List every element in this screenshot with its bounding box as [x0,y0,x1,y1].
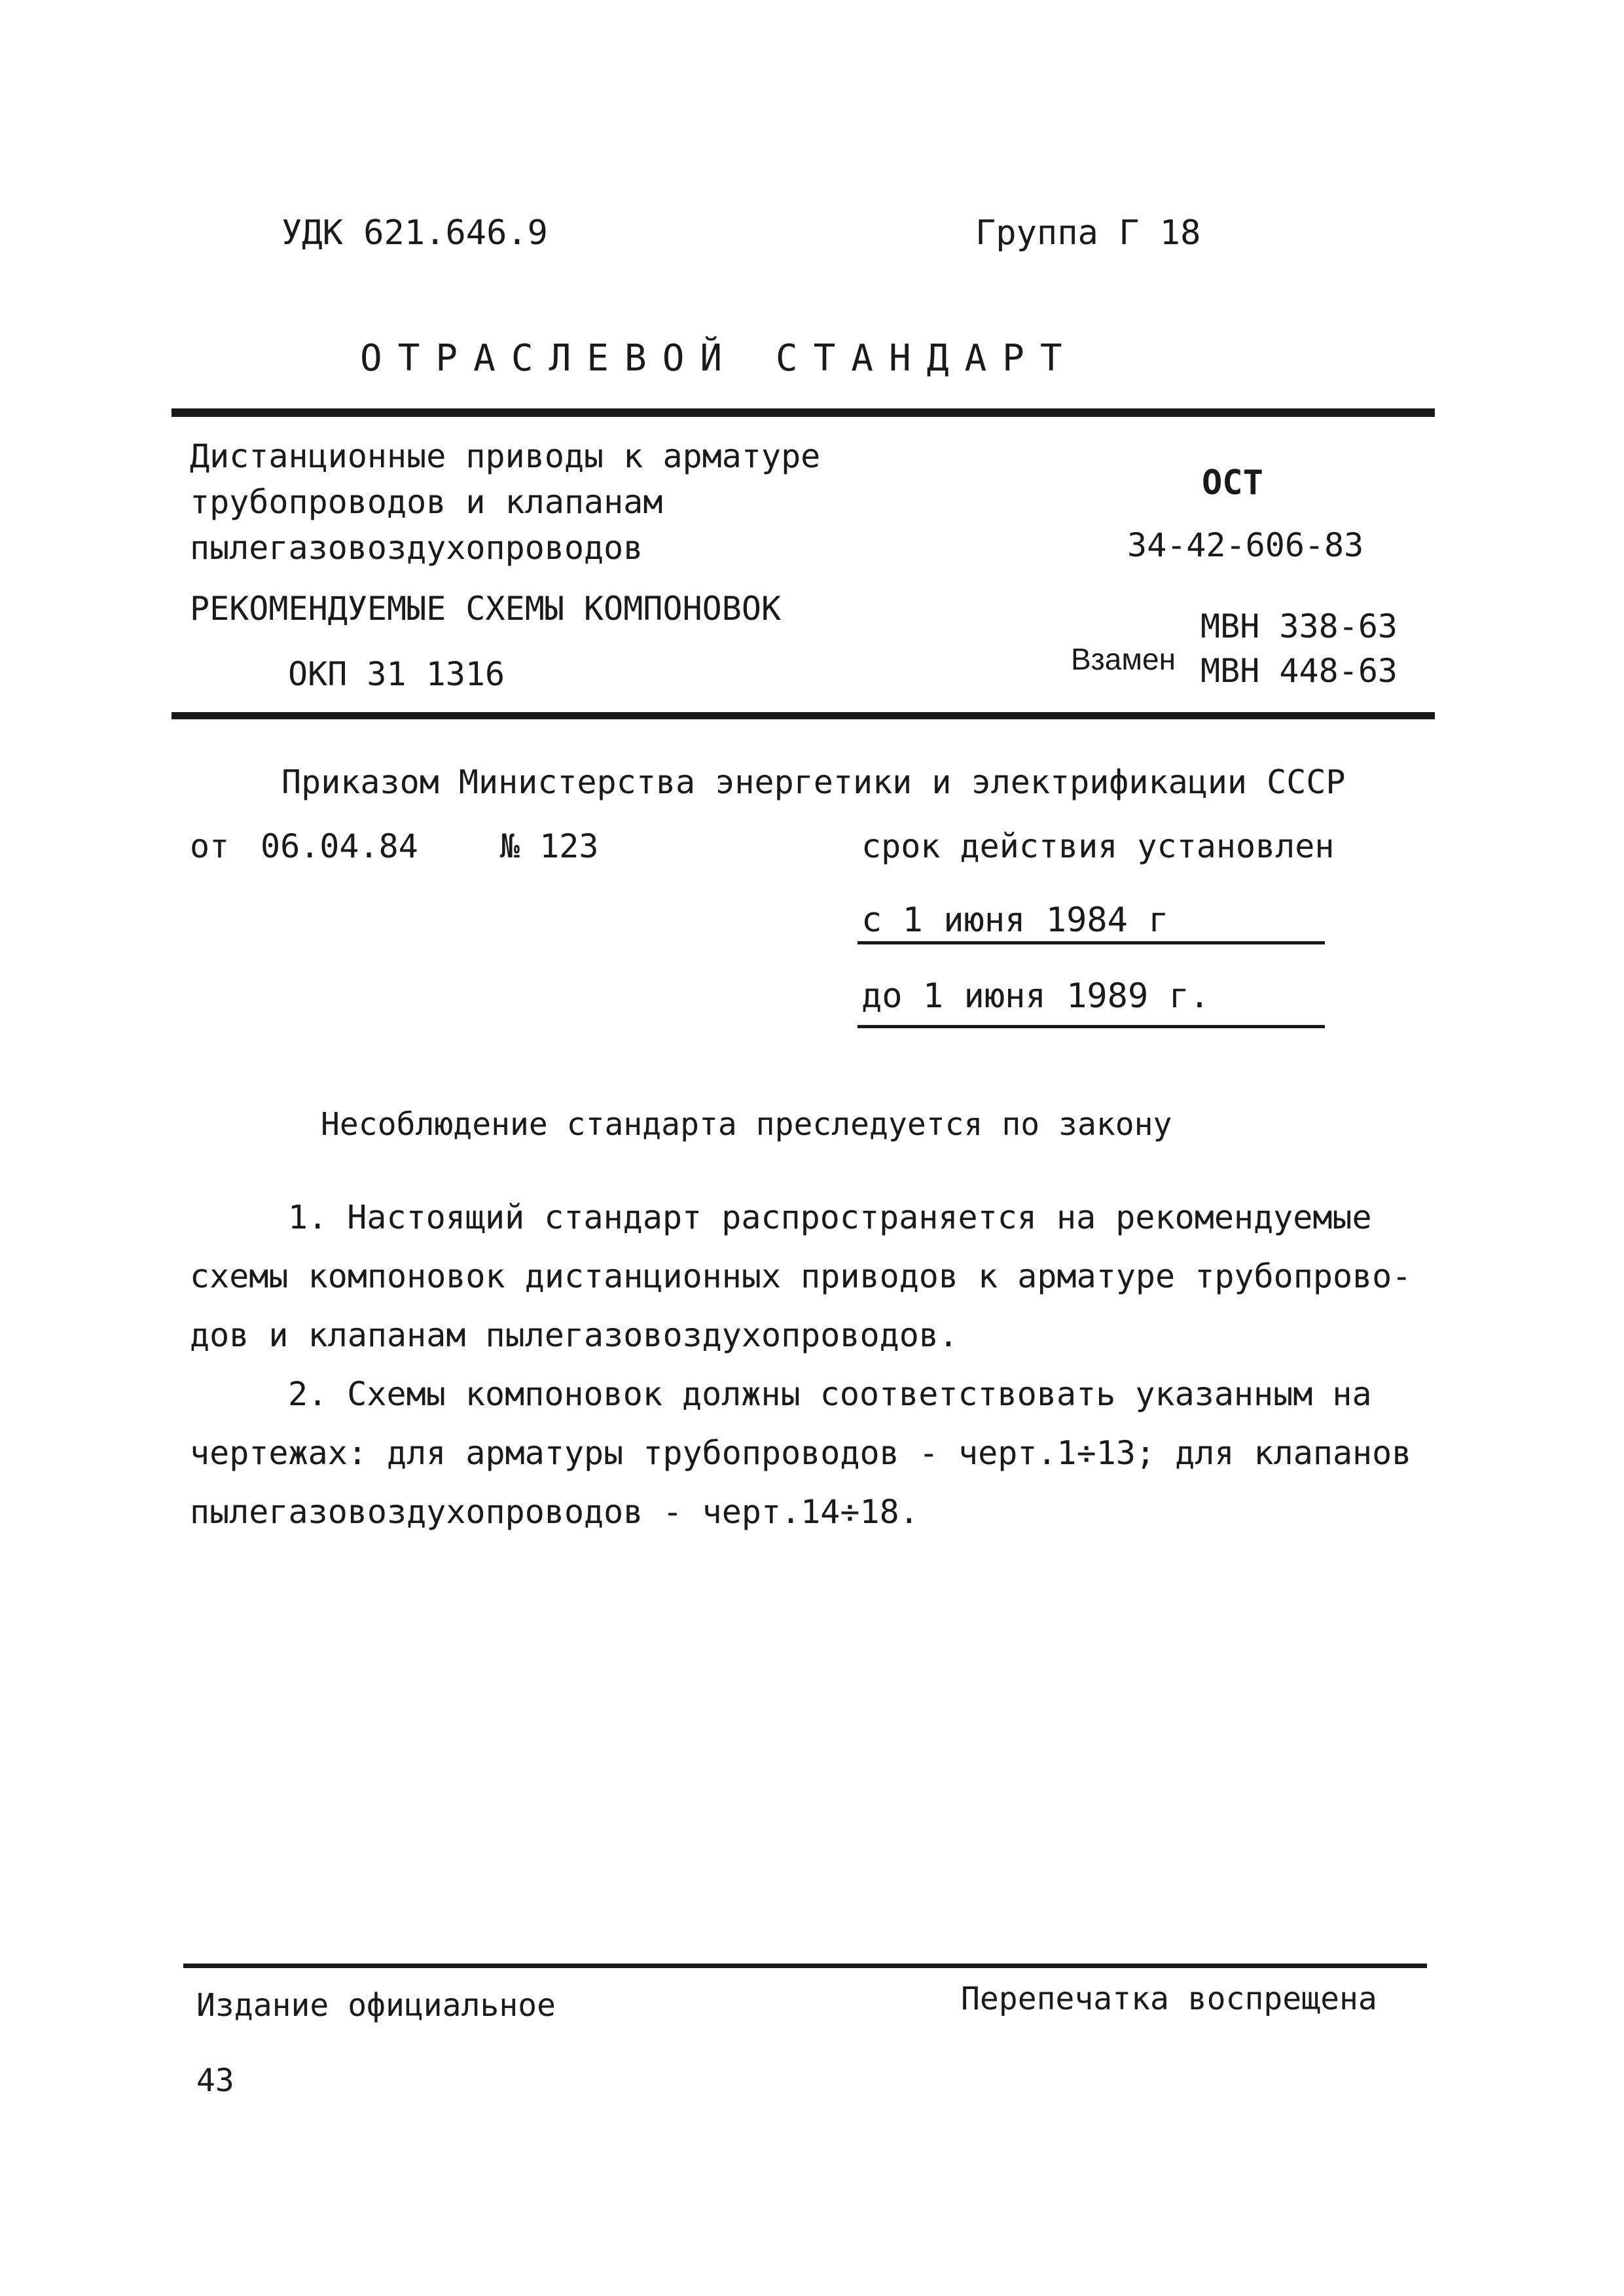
title-line-1: Дистанционные приводы к арматуре [190,437,821,475]
paragraph-1-line-2: схемы компоновок дистанционных приводов к арматуре трубопрово- [190,1257,1412,1295]
validity-from-date: с 1 июня 1984 г [861,901,1169,940]
footer-rule [183,1964,1427,1968]
validity-to-date: до 1 июня 1989 г. [861,977,1210,1016]
official-edition-label: Издание официальное [196,1987,556,2024]
paragraph-1-line-1: 1. Настоящий стандарт распространяется на рекомендуемые [288,1198,1372,1236]
validity-to-underline [857,1025,1325,1028]
okp-code: ОКП 31 1316 [288,655,505,693]
reprint-prohibited-label: Перепечатка воспрещена [961,1981,1377,2017]
group-code: Группа Г 18 [975,213,1201,253]
replaced-standard-1: МВН 338-63 [1200,607,1398,645]
paragraph-2-line-1: 2. Схемы компоновок должны соответствовать указанным на [288,1375,1372,1413]
replaced-label: Взамен [1071,642,1176,676]
bottom-heavy-rule [171,712,1435,719]
approval-date-prefix: от [190,827,230,865]
ost-number: 34-42-606-83 [1127,526,1364,564]
validity-label: срок действия установлен [861,827,1335,865]
paragraph-2-line-3: пылегазовоздухопроводов - черт.14÷18. [190,1493,919,1531]
paragraph-2-line-2: чертежах: для арматуры трубопроводов - черт.1÷13; для клапанов [190,1434,1412,1472]
approval-number: № 123 [500,827,599,865]
replaced-standard-2: МВН 448-63 [1200,652,1398,690]
validity-from-underline [857,941,1325,944]
law-notice: Несоблюдение стандарта преследуется по закону [321,1106,1172,1143]
top-heavy-rule [171,408,1435,417]
title-line-3: пылегазовоздухопроводов [190,529,643,567]
title-subtitle: РЕКОМЕНДУЕМЫЕ СХЕМЫ КОМПОНОВОК [190,590,782,628]
page-number: 43 [196,2062,234,2099]
paragraph-1-line-3: дов и клапанам пылегазовоздухопроводов. [190,1316,958,1354]
document-kind-heading: ОТРАСЛЕВОЙ СТАНДАРТ [360,337,1078,380]
ost-label: ОСТ [1202,463,1263,503]
title-line-2: трубопроводов и клапанам [190,483,663,521]
udk-code: УДК 621.646.9 [281,213,548,253]
approval-order-line: Приказом Министерства энергетики и электрификации СССР [281,763,1346,801]
approval-date: 06.04.84 [261,827,418,865]
